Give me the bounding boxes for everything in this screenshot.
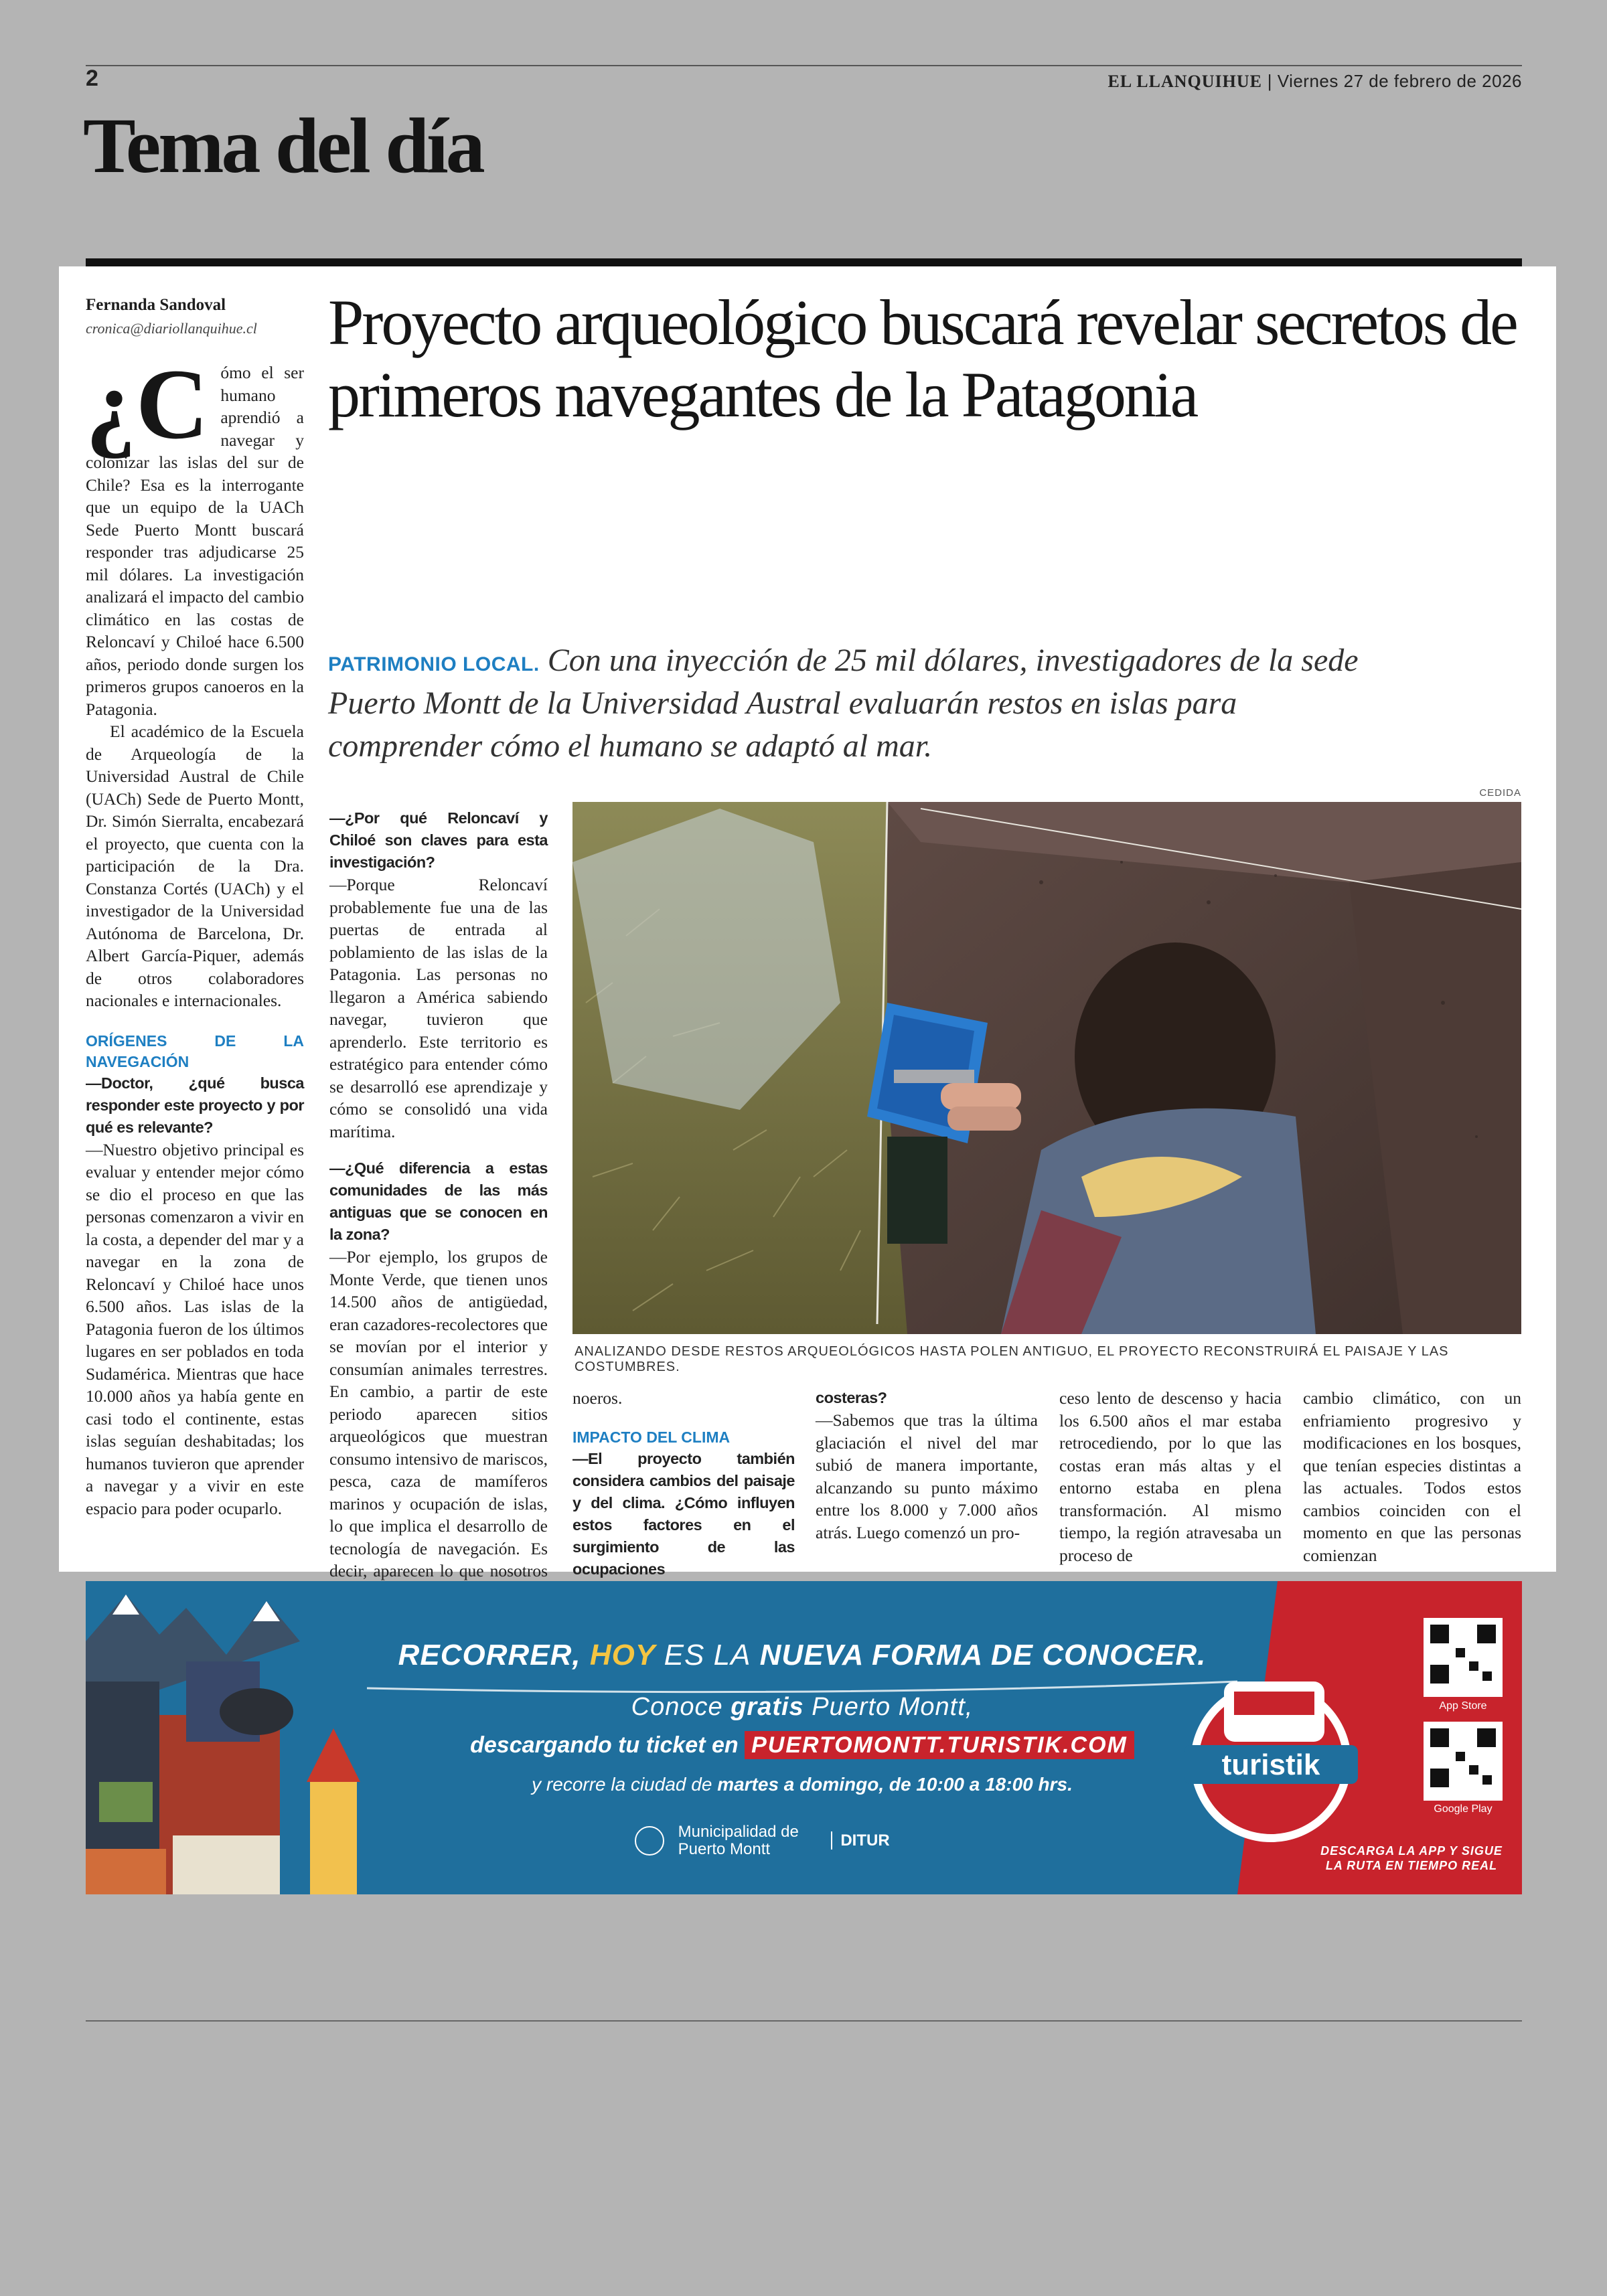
brand-logo: turistik (1221, 1748, 1320, 1781)
article-photo (572, 802, 1521, 1334)
masthead: EL LLANQUIHUE | Viernes 27 de febrero de 2026 (1107, 71, 1522, 91)
ad-line-4a: y recorre la ciudad de (532, 1774, 712, 1795)
ad-line-1c: ES LA (664, 1639, 751, 1671)
answer-3: —Por ejemplo, los grupos de Monte Verde, que tienen unos 14.500 años de antigüedad, eran cazadores-recolectores que se movían por el interior y consumían animales terrestres. En cambio, a partir de este periodo aparecen sitios arqueológicos que muestran consumo intensivo de mariscos, pesca, caza de mamíferos marinos y ocupación de islas, lo que implica el desarrollo de tecnología de navegación. Es decir, aparecen lo que nosotros (329, 1247, 548, 1580)
byline-author: Fernanda Sandoval (86, 296, 226, 314)
answer-1: —Nuestro objetivo principal es evaluar y entender mejor cómo se dio el proceso en que las personas comenzaron a vivir en la costa, a depender del mar y a navegar en la zona de Reloncaví y Chiloé hace unos 6.500 años. Las islas de la Patagonia fueron de los últimos lugares en ser poblados en toda Sudamérica. Mientras que hace 10.000 años ya había gente en casi todo el continente, estas islas seguían deshabitadas; los humanos tuvieron que aprender a navegar y a vivir en este espacio para poder ocuparlo. (86, 1139, 304, 1518)
subhead-origins: ORÍGENES DE LA NAVEGACIÓN (86, 1032, 304, 1070)
column-6-text: cambio climático, con un enfriamiento progresivo y modificaciones en los bosques, que tenían especies distintas a las actuales. Todos estos cambios coinciden con el momento en que las personas comienzan (1303, 1388, 1521, 1565)
paper-name: EL LLANQUIHUE (1107, 72, 1262, 91)
ad-line-4 (367, 1774, 1237, 1795)
answer-2: —Porque Reloncaví probablemente fue una de las puertas de entrada al poblamiento de las islas de la Patagonia. Las personas no llegaron a América sabiendo navegar, tuvieron que aprenderlo. Este territorio es estratégico para entender cómo se desarrolló ese aprendizaje y cómo se consolidó una vida marítima. (329, 875, 548, 1141)
ad-sponsors (635, 1823, 970, 1858)
question-4: —El proyecto también considera cambios del paisaje y del clima. ¿Cómo influyen estos factores en el surgimiento de las ocupaciones (572, 1449, 795, 1578)
deck (328, 639, 1373, 768)
headline: Proyecto arqueológico buscará revelar secretos de primeros navegantes de la Patagonia (328, 286, 1517, 430)
app-store-label[interactable]: App Store (1439, 1700, 1487, 1712)
ad-line-1d: NUEVA FORMA DE CONOCER. (759, 1639, 1207, 1671)
ad-line-1b: HOY (589, 1639, 656, 1671)
paragraph-1: ómo el ser humano aprendió a navegar y colonizar las islas del sur de Chile? Esa es la interrogante que un equipo de la UACh Sede Puerto Montt buscará responder tras adjudicarse 25 mil dólares. La investigación analizará el impacto del cambio climático en las costas de Reloncaví y Chiloé hace 6.500 años, periodo donde surgen los primeros grupos canoeros en la Patagonia. (86, 363, 304, 719)
shield-icon (635, 1826, 664, 1856)
google-play-label[interactable]: Google Play (1434, 1803, 1493, 1815)
ad-line-2c: Puerto Montt, (812, 1693, 974, 1721)
column-1 (86, 349, 304, 1520)
page-number: 2 (86, 66, 98, 91)
ad-line-1a: RECORRER, (398, 1639, 581, 1671)
bottom-rule (86, 2020, 1522, 2022)
issue-date: Viernes 27 de febrero de 2026 (1277, 71, 1522, 91)
municipality-name: Municipalidad de Puerto Montt (678, 1823, 799, 1858)
ad-line-2 (367, 1693, 1237, 1722)
column-4 (816, 1387, 1038, 1544)
excavation-photo (572, 802, 1521, 1334)
ad-line-2a: Conoce (631, 1693, 723, 1721)
column-3 (572, 1387, 795, 1580)
column-6 (1303, 1387, 1521, 1566)
column-2 (329, 807, 548, 1605)
paragraph-2: El académico de la Escuela de Arqueología de la Universidad Austral de Chile (UACh) Sede de Puerto Montt, Dr. Simón Sierralta, encabezará el proyecto, que cuenta con la participación de la Dra. Constanza Cortés (UACh) y el investigador de la Universidad Autónoma de Barcelona, Dr. Albert García-Piquer, además de otros colaboradores nacionales e internacionales. (86, 722, 304, 1010)
ad-url[interactable]: PUERTOMONTT.TURISTIK.COM (745, 1731, 1134, 1759)
question-3: —¿Qué diferencia a estas comunidades de las más antiguas que se conocen en la zona? (329, 1159, 548, 1243)
column-5 (1059, 1387, 1282, 1566)
turistik-ad[interactable] (86, 1581, 1522, 1894)
deck-text: Con una inyección de 25 mil dólares, investigadores de la sede Puerto Montt de la Universidad Austral evaluarán restos en islas para comprender cómo el humano se adaptó al mar. (328, 643, 1359, 764)
photo-caption: ANALIZANDO DESDE RESTOS ARQUEOLÓGICOS HASTA POLEN ANTIGUO, EL PROYECTO RECONSTRUIRÁ EL PAISAJE Y LAS COSTUMBRES. (575, 1344, 1449, 1374)
section-bar (86, 258, 1522, 266)
ad-tagline: DESCARGA LA APP Y SIGUE LA RUTA EN TIEMPO REAL (1320, 1844, 1503, 1872)
question-4-end: costeras? (816, 1389, 887, 1406)
dropcap: ¿C (86, 349, 209, 460)
column-5-text: ceso lento de descenso y hacia los 6.500 años el mar estaba retrocediendo, por lo que las costas eran más altas y el entorno estaba en plena transformación. Al mismo tiempo, la región atravesaba un proceso de (1059, 1388, 1282, 1565)
ad-line-4b: martes a domingo, de 10:00 a 18:00 hrs. (717, 1774, 1073, 1795)
section-title: Tema del día (83, 102, 483, 189)
ditur-label: DITUR (831, 1831, 889, 1850)
answer-4: —Sabemos que tras la última glaciación el nivel del mar subió de manera importante, alcanzando su punto máximo entre los 8.000 y 7.000 años atrás. Luego comenzó un pro- (816, 1410, 1038, 1542)
ad-line-3a: descargando tu ticket en (470, 1732, 739, 1758)
photo-credit: CEDIDA (1479, 787, 1521, 799)
column-3-start: noeros. (572, 1388, 623, 1408)
subhead-climate: IMPACTO DEL CLIMA (572, 1428, 731, 1446)
question-2: —¿Por qué Reloncaví y Chiloé son claves para esta investigación? (329, 809, 548, 871)
kicker: PATRIMONIO LOCAL. (328, 653, 540, 675)
question-1: —Doctor, ¿qué busca responder este proyecto y por qué es relevante? (86, 1074, 304, 1136)
top-rule (86, 65, 1522, 66)
ad-line-2b: gratis (731, 1693, 804, 1721)
ad-line-3 (367, 1732, 1237, 1758)
byline-email[interactable]: cronica@diariollanquihue.cl (86, 320, 257, 337)
ad-line-1 (367, 1639, 1237, 1672)
